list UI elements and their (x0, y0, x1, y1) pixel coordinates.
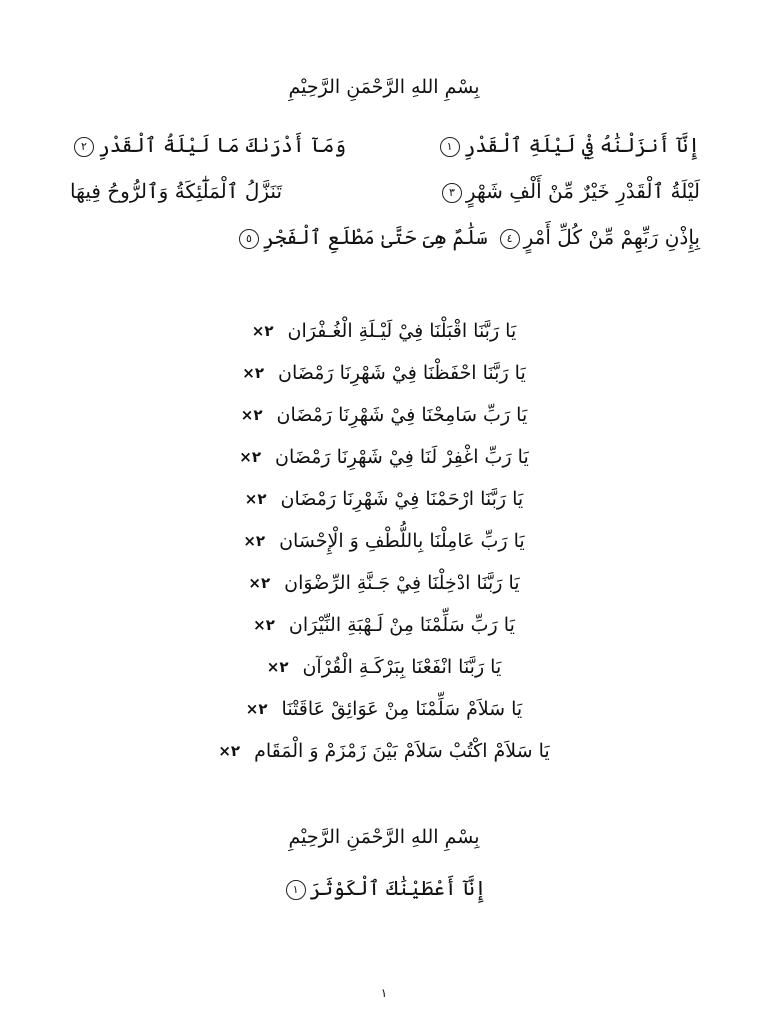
dua-text: يَا سَلاَمْ اكْتُبْ سَلاَمْ بَيْنَ زَمْزَمْ وَ الْمَقَام (254, 740, 550, 762)
dua-text: يَا رَبِّ اغْفِرْ لَنَا فِيْ شَهْرِنَا رَمْضَان (275, 446, 529, 468)
ayah-3-text: لَيْلَةُ ٱلْقَدْرِ خَيْرٌ مِّنْ أَلْفِ شَهْرٍ (465, 179, 700, 203)
ayah-number-marker: ٢ (74, 137, 94, 157)
surah-qadr (70, 122, 700, 260)
ayah-1-text: إِنَّآ أَنزَلْنَٰهُ فِيْ لَيْلَةِ ٱلْقَدْرِ (463, 133, 700, 157)
repeat-count: ×٢ (243, 532, 266, 550)
repeat-count: ×٢ (248, 574, 271, 592)
repeat-count: ×٢ (245, 700, 268, 718)
dua-line (0, 310, 768, 352)
ayah-number-marker: ٥ (239, 229, 259, 249)
ayah-3 (438, 168, 700, 214)
qadr-line-1 (70, 122, 700, 168)
repeat-count: ×٢ (242, 364, 264, 382)
ayah-4-end-text: بِإِذْنِ رَبِّهِمْ مِّنْ كُلِّ أَمْرٍ (523, 225, 700, 249)
ayah-number-marker: ١ (440, 137, 460, 157)
repeat-count: ×٢ (244, 490, 267, 508)
dua-text: يَا رَبِّ عَامِلْنَا بِاللُّطْفِ وَ الْإِحْسَان (279, 530, 525, 552)
dua-text: يَا سَلاَمْ سَلِّمْنَا مِنْ عَوَائِقْ عَاقَتْنَا (281, 698, 523, 720)
dua-text: يَا رَبِّ سَامِحْنَا فِيْ شَهْرِنَا رَمْضَان (276, 404, 528, 426)
ayah-4-end (496, 214, 700, 260)
qadr-line-2 (70, 168, 700, 214)
ayah-5-text: سَلَٰمٌ هِىَ حَتَّىٰ مَطْلَعِ ٱلْفَجْرِ (262, 225, 488, 249)
ayah-4-start (70, 168, 282, 214)
ayah-number-marker: ٣ (442, 183, 462, 203)
repeat-count: ×٢ (266, 658, 289, 676)
surah-kawthar (0, 876, 768, 900)
ayah-4-start-text: تَنَزَّلُ ٱلْمَلَٰٓئِكَةُ وَٱلرُّوحُ فِيهَا (70, 179, 283, 203)
dua-line (0, 520, 768, 562)
kawthar-ayah-text: إِنَّآ أَعْطَيْنَٰكَ ٱلْكَوْثَرَ (309, 876, 487, 900)
ayah-2 (70, 122, 346, 168)
qadr-line-3 (70, 214, 700, 260)
dua-line (0, 730, 768, 772)
dua-line (0, 352, 768, 394)
ayah-2-text: وَمَآ أَدْرَىٰكَ مَا لَيْلَةُ ٱلْقَدْرِ (98, 133, 347, 157)
ayah-5 (235, 214, 488, 260)
dua-text: يَا رَبَّنَا اقْبَلْنَا فِيْ لَيْـلَةِ الْغُـفْرَان (287, 320, 517, 342)
repeat-count: ×٢ (218, 742, 241, 760)
repeat-count: ×٢ (251, 322, 274, 340)
dua-text: يَا رَبِّ سَلِّمْنَا مِنْ لَـهْبَةِ النِّيْرَان (288, 614, 515, 636)
bismillah-heading: بِسْمِ اللهِ الرَّحْمَنِ الرَّحِيْمِ (288, 76, 480, 98)
dua-text: يَا رَبَّنَا انْفَعْنَا بِبَرْكَـةِ الْقُرْآن (302, 656, 502, 678)
dua-text: يَا رَبَّنَا ادْخِلْنَا فِيْ جَـنَّةِ الرِّضْوَان (284, 572, 520, 594)
repeat-count: ×٢ (253, 616, 275, 634)
repeat-count: ×٢ (240, 406, 263, 424)
ayah-1 (436, 122, 700, 168)
dua-list (0, 310, 768, 772)
dua-text: يَا رَبَّنَا ارْحَمْنَا فِيْ شَهْرِنَا رَمْضَان (280, 488, 524, 510)
dua-line (0, 562, 768, 604)
dua-text: يَا رَبَّنَا احْفَظْنَا فِيْ شَهْرِنَا رَمْضَان (278, 362, 526, 384)
dua-line (0, 604, 768, 646)
dua-line (0, 478, 768, 520)
repeat-count: ×٢ (239, 448, 261, 466)
dua-line (0, 436, 768, 478)
dua-line (0, 394, 768, 436)
ayah-number-marker: ١ (286, 880, 306, 900)
dua-line (0, 646, 768, 688)
page-number: ١ (380, 986, 388, 1000)
bismillah-heading-2: بِسْمِ اللهِ الرَّحْمَنِ الرَّحِيْمِ (288, 826, 480, 848)
ayah-number-marker: ٤ (500, 229, 520, 249)
dua-line (0, 688, 768, 730)
